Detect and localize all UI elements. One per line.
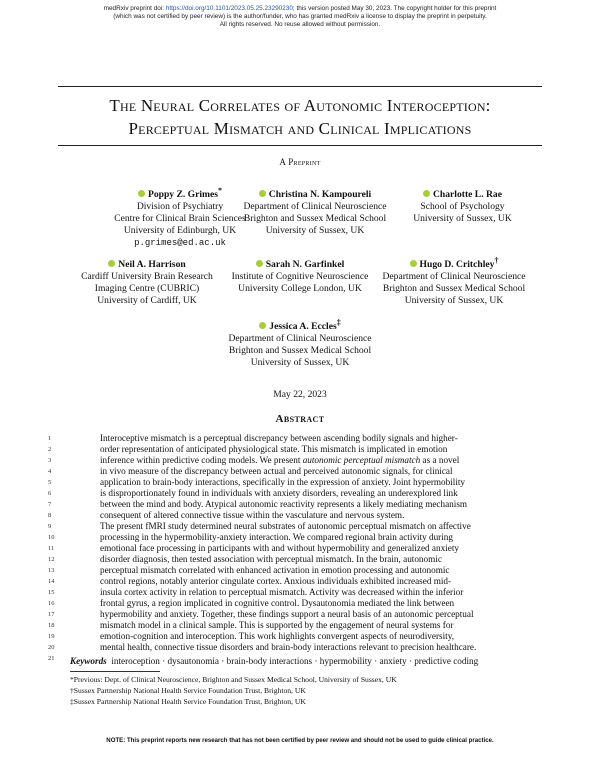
footnote: ‡Sussex Partnership National Health Service Foundation Trust, Brighton, UK <box>70 697 306 706</box>
author-name: Jessica A. Eccles‡ <box>220 317 380 333</box>
line-number: 1 <box>48 435 52 442</box>
line-number: 16 <box>48 600 55 607</box>
line-number: 4 <box>48 468 52 475</box>
orcid-icon[interactable] <box>423 190 430 197</box>
abstract-line: emotion-cognition and interoception. This work highlights convergent aspects of neurodiversity, <box>100 631 454 641</box>
publication-date: May 22, 2023 <box>273 389 327 400</box>
author-name: Charlotte L. Rae <box>400 185 525 201</box>
line-number: 13 <box>48 567 55 574</box>
keywords-label: Keywords <box>70 656 107 666</box>
orcid-icon[interactable] <box>138 190 145 197</box>
orcid-icon[interactable] <box>256 260 263 267</box>
author-block <box>220 255 380 295</box>
author-block <box>72 255 222 307</box>
line-number: 21 <box>48 655 55 662</box>
line-number: 12 <box>48 556 55 563</box>
abstract-line: in vivo measure of the discrepancy between actual and perceived autonomic signals, for clinical <box>100 466 453 476</box>
orcid-icon[interactable] <box>108 260 115 267</box>
orcid-icon[interactable] <box>259 322 266 329</box>
banner-line-3: All rights reserved. No reuse allowed without permission. <box>219 21 381 29</box>
author-name: Sarah N. Garfinkel <box>220 255 380 271</box>
abstract-line: Interoceptive mismatch is a perceptual discrepancy between ascending bodily signals and higher- <box>100 433 458 443</box>
abstract-line: between the mind and body. Atypical autonomic reactivity represents a likely mediating mechanism <box>100 499 468 509</box>
author-block <box>374 255 534 307</box>
line-number: 15 <box>48 589 55 596</box>
affiliation-line: University of Sussex, UK <box>404 295 504 307</box>
affiliation-line: Division of Psychiatry <box>136 201 224 213</box>
abstract-line: disorder diagnosis, then tested association with perceptual mismatch. In the brain, autonomic <box>100 554 442 564</box>
abstract-line: is disproportionately found in individuals with anxiety disorders, revealing an underexplored link <box>100 488 458 498</box>
abstract-line: insula cortex activity in relation to perceptual mismatch. Activity was decreased within the inferior <box>100 587 464 597</box>
author-name: Hugo D. Critchley† <box>374 255 534 271</box>
line-number: 7 <box>48 501 52 508</box>
affiliation-line: University of Sussex, UK <box>413 213 512 225</box>
line-number: 8 <box>48 512 52 519</box>
line-number: 5 <box>48 479 52 486</box>
preprint-label: A Preprint <box>279 157 321 167</box>
line-number: 11 <box>48 545 55 552</box>
orcid-icon[interactable] <box>259 190 266 197</box>
line-number: 20 <box>48 644 55 651</box>
medrxiv-banner <box>0 5 600 30</box>
author-block <box>400 185 525 225</box>
affiliation-line: Department of Clinical Neuroscience <box>243 201 387 213</box>
abstract-line: hypermobility and anxiety. Together, these findings support a neural basis of an autonomic perceptual <box>100 609 474 619</box>
author-email[interactable]: p.grimes@ed.ac.uk <box>134 238 226 249</box>
affiliation-line: Centre for Clinical Brain Sciences <box>114 213 246 225</box>
affiliation-line: Cardiff University Brain Research <box>81 271 213 283</box>
affiliation-line: University College London, UK <box>238 283 362 295</box>
affiliation-line: University of Sussex, UK <box>265 225 365 237</box>
line-number: 2 <box>48 446 52 453</box>
banner-line-2: (which was not certified by peer review) is the author/funder, who has granted medRxiv a license to display the preprint in perpetuity. <box>113 13 487 21</box>
affiliation-line: Brighton and Sussex Medical School <box>243 213 387 225</box>
orcid-icon[interactable] <box>410 260 417 267</box>
author-block <box>220 317 380 369</box>
line-number: 3 <box>48 457 52 464</box>
affiliation-line: School of Psychology <box>420 201 505 213</box>
line-number: 9 <box>48 523 52 530</box>
author-name: Christina N. Kampoureli <box>235 185 395 201</box>
keywords-list: interoception · dysautonomia · brain-body interactions · hypermobility · anxiety · predictive coding <box>111 656 479 666</box>
abstract-line: mental health, connective tissue disorders and brain-body interactions relevant to precision healthcare. <box>100 642 477 652</box>
footnote-rule <box>70 671 160 672</box>
title-line-1: The Neural Correlates of Autonomic Interoception: <box>109 96 491 115</box>
affiliation-line: University of Cardiff, UK <box>97 295 197 307</box>
title-bottom-rule <box>58 145 542 146</box>
line-number: 14 <box>48 578 55 585</box>
abstract-line: order representation of anticipated physiological state. This mismatch is implicated in emotion <box>100 444 448 454</box>
affiliation-line: University of Sussex, UK <box>250 357 350 369</box>
author-block <box>105 185 255 249</box>
title-top-rule <box>58 86 542 87</box>
affiliation-line: University of Edinburgh, UK <box>123 225 237 237</box>
line-number: 17 <box>48 611 55 618</box>
abstract-line: emotional face processing in participants with and without hypermobility and generalized anxiety <box>100 543 459 553</box>
abstract-line: mismatch model in a clinical sample. This is supported by the engagement of neural systems for <box>100 620 454 630</box>
affiliation-line: Brighton and Sussex Medical School <box>382 283 526 295</box>
abstract-line: frontal gyrus, a region implicated in cognitive control. Dysautonomia mediated the link between <box>100 598 455 608</box>
abstract-line: processing in the hypermobility-anxiety interaction. We compared regional brain activity during <box>100 532 453 542</box>
author-block <box>235 185 395 237</box>
line-number: 10 <box>48 534 55 541</box>
banner-line-1: medRxiv preprint doi: https://doi.org/10.1101/2023.05.25.23290230; this version posted May 30, 2023. The copyright holder for this preprint <box>103 5 497 12</box>
line-number: 18 <box>48 622 55 629</box>
affiliation-line: Institute of Cognitive Neuroscience <box>231 271 369 283</box>
affiliation-line: Imaging Centre (CUBRIC) <box>94 283 200 295</box>
affiliation-line: Brighton and Sussex Medical School <box>228 345 372 357</box>
author-name: Neil A. Harrison <box>72 255 222 271</box>
footnote: †Sussex Partnership National Health Service Foundation Trust, Brighton, UK <box>70 686 306 695</box>
abstract-heading: Abstract <box>275 413 325 425</box>
abstract-line: The present fMRI study determined neural substrates of autonomic perceptual mismatch on affective <box>100 521 471 531</box>
title-line-2: Perceptual Mismatch and Clinical Implications <box>128 119 472 138</box>
line-number: 6 <box>48 490 52 497</box>
keywords-line <box>70 656 478 667</box>
affiliation-line: Department of Clinical Neuroscience <box>228 333 372 345</box>
peer-review-notice: NOTE: This preprint reports new research that has not been certified by peer review and should not be used to guide clinical practice. <box>106 737 494 744</box>
emphasized-term: autonomic perceptual mismatch <box>302 455 421 465</box>
doi-link[interactable]: https://doi.org/10.1101/2023.05.25.23290230 <box>165 5 293 12</box>
line-number: 19 <box>48 633 55 640</box>
footnote: *Previous: Dept. of Clinical Neuroscience, Brighton and Sussex Medical School, University of Sussex, UK <box>70 675 397 684</box>
paper-title <box>40 94 560 140</box>
abstract-line: control regions, notably anterior cingulate cortex. Anxious individuals exhibited increased mid- <box>100 576 452 586</box>
abstract-line: consequent of altered connective tissue within the vasculature and nervous system. <box>100 510 405 520</box>
affiliation-line: Department of Clinical Neuroscience <box>382 271 526 283</box>
abstract-line: perceptual mismatch correlated with enhanced activation in emotion processing and autonomic <box>100 565 450 575</box>
author-name: Poppy Z. Grimes* <box>105 185 255 201</box>
abstract-line: inference within predictive coding models. We present autonomic perceptual mismatch as a novel <box>100 455 460 465</box>
abstract-line: application to brain-body interactions, specifically in the expression of anxiety. Joint hypermobility <box>100 477 466 487</box>
